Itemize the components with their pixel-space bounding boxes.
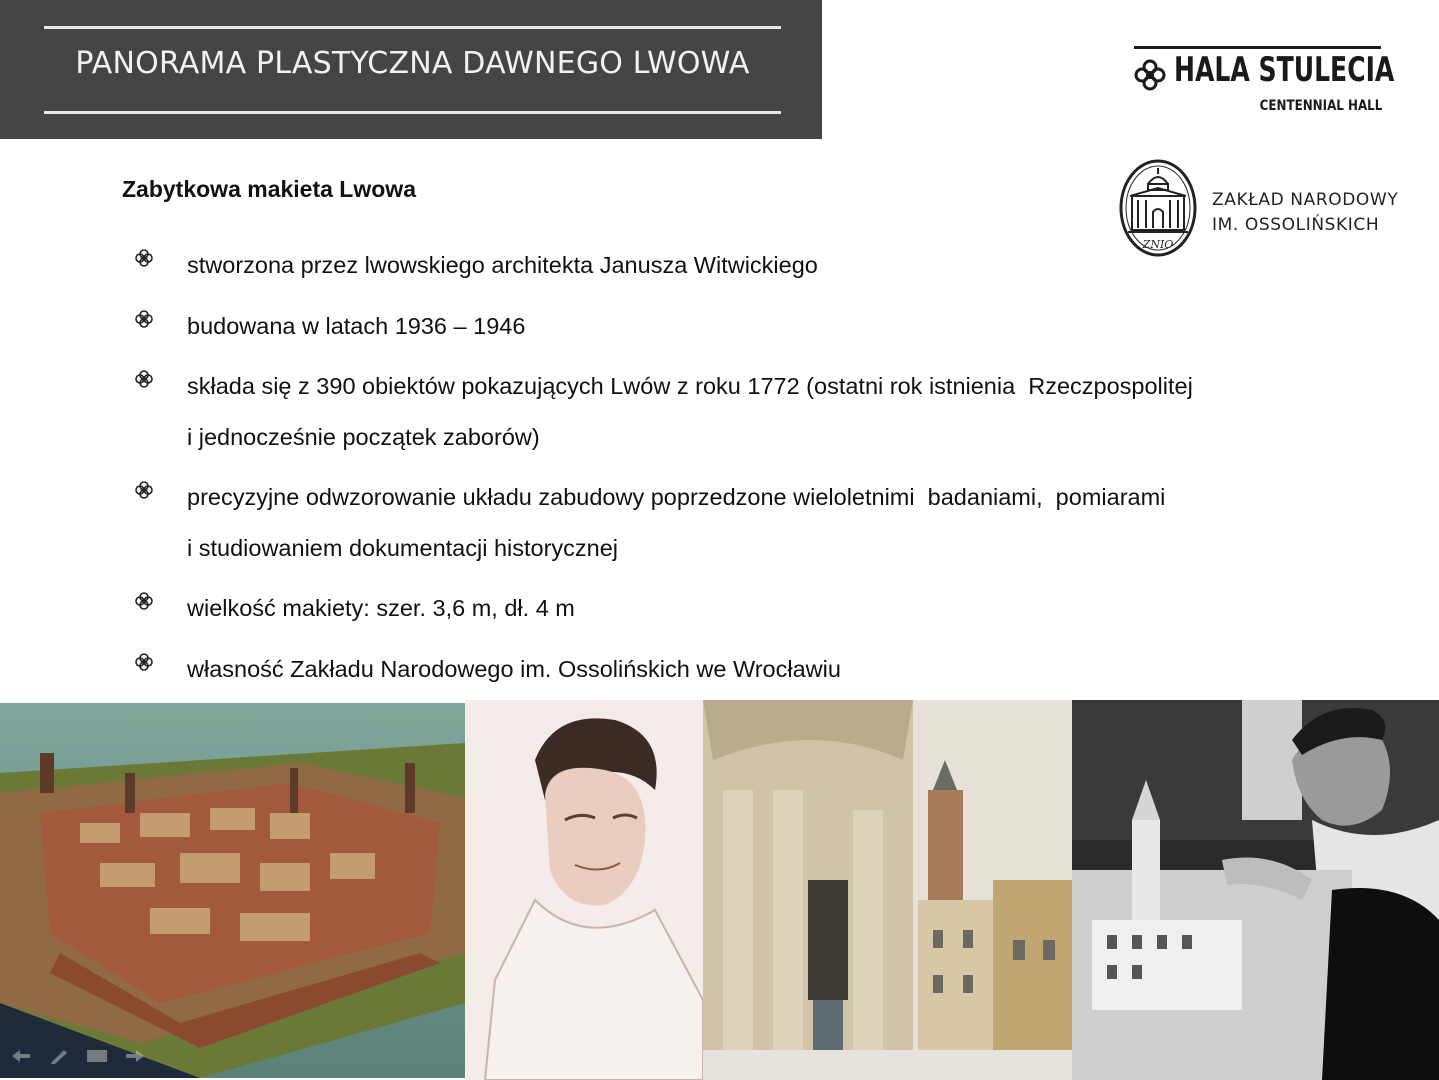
architect-working-photo [1072,700,1439,1080]
bullet-item [134,472,1294,573]
ossolineum-name-line1: ZAKŁAD NARODOWY [1212,190,1399,210]
bullet-text-line: precyzyjne odwzorowanie układu zabudowy poprzedzone wieloletnimi badaniami, pomiarami [187,484,1166,510]
city-model-photo [0,703,465,1078]
slide-nav-controls [10,1048,146,1064]
ornament-bullet-icon [134,652,154,672]
ornament-bullet-icon [134,591,154,611]
ornament-bullet-icon [134,480,154,500]
menu-icon[interactable] [86,1048,108,1064]
ornament-bullet-icon [134,248,154,268]
banner-top-rule [44,26,781,29]
forward-arrow-icon[interactable] [124,1048,146,1064]
bullet-item [134,644,1294,695]
bullet-item [134,361,1294,462]
banner-title: PANORAMA PLASTYCZNA DAWNEGO LWOWA [75,46,750,81]
title-banner [0,0,822,139]
hala-stulecia-logo [1130,46,1395,118]
bullet-text-line: i jednocześnie początek zaborów) [187,423,540,450]
pen-icon[interactable] [48,1048,70,1064]
bullet-item [134,583,1294,634]
bullet-text-line: stworzona przez lwowskiego architekta Janusza Witwickiego [187,252,818,278]
hala-ornament-icon [1132,57,1168,93]
bullet-text-line: składa się z 390 obiektów pokazujących Lwów z roku 1772 (ostatni rok istnienia Rzeczpospolitej [187,373,1193,399]
banner-bottom-rule [44,111,781,114]
ornament-bullet-icon [134,369,154,389]
seal-monogram: ZNIO [1142,238,1174,251]
bullet-text-line: własność Zakładu Narodowego im. Ossolińskich we Wrocławiu [187,655,841,682]
bullet-list [134,240,1294,704]
bullet-item [134,240,1294,291]
ossolineum-name-line2: IM. OSSOLIŃSKICH [1212,215,1380,235]
hala-logo-name: HALA STULECIA [1174,50,1395,90]
bullet-text-line: wielkość makiety: szer. 3,6 m, dł. 4 m [187,595,575,621]
back-arrow-icon[interactable] [10,1048,32,1064]
portrait-drawing-photo [465,700,703,1080]
section-heading: Zabytkowa makieta Lwowa [122,176,416,202]
bullet-text-line: i studiowaniem dokumentacji historycznej [187,534,619,561]
bullet-item [134,301,1294,352]
ossolineum-name [1212,188,1398,238]
hala-logo-rule [1134,46,1381,49]
hala-logo-subtitle: CENTENNIAL HALL [1259,98,1382,114]
church-model-photo [703,700,1072,1080]
ornament-bullet-icon [134,309,154,329]
bullet-text-line: budowana w latach 1936 – 1946 [187,312,526,339]
photo-strip [0,700,1439,1080]
